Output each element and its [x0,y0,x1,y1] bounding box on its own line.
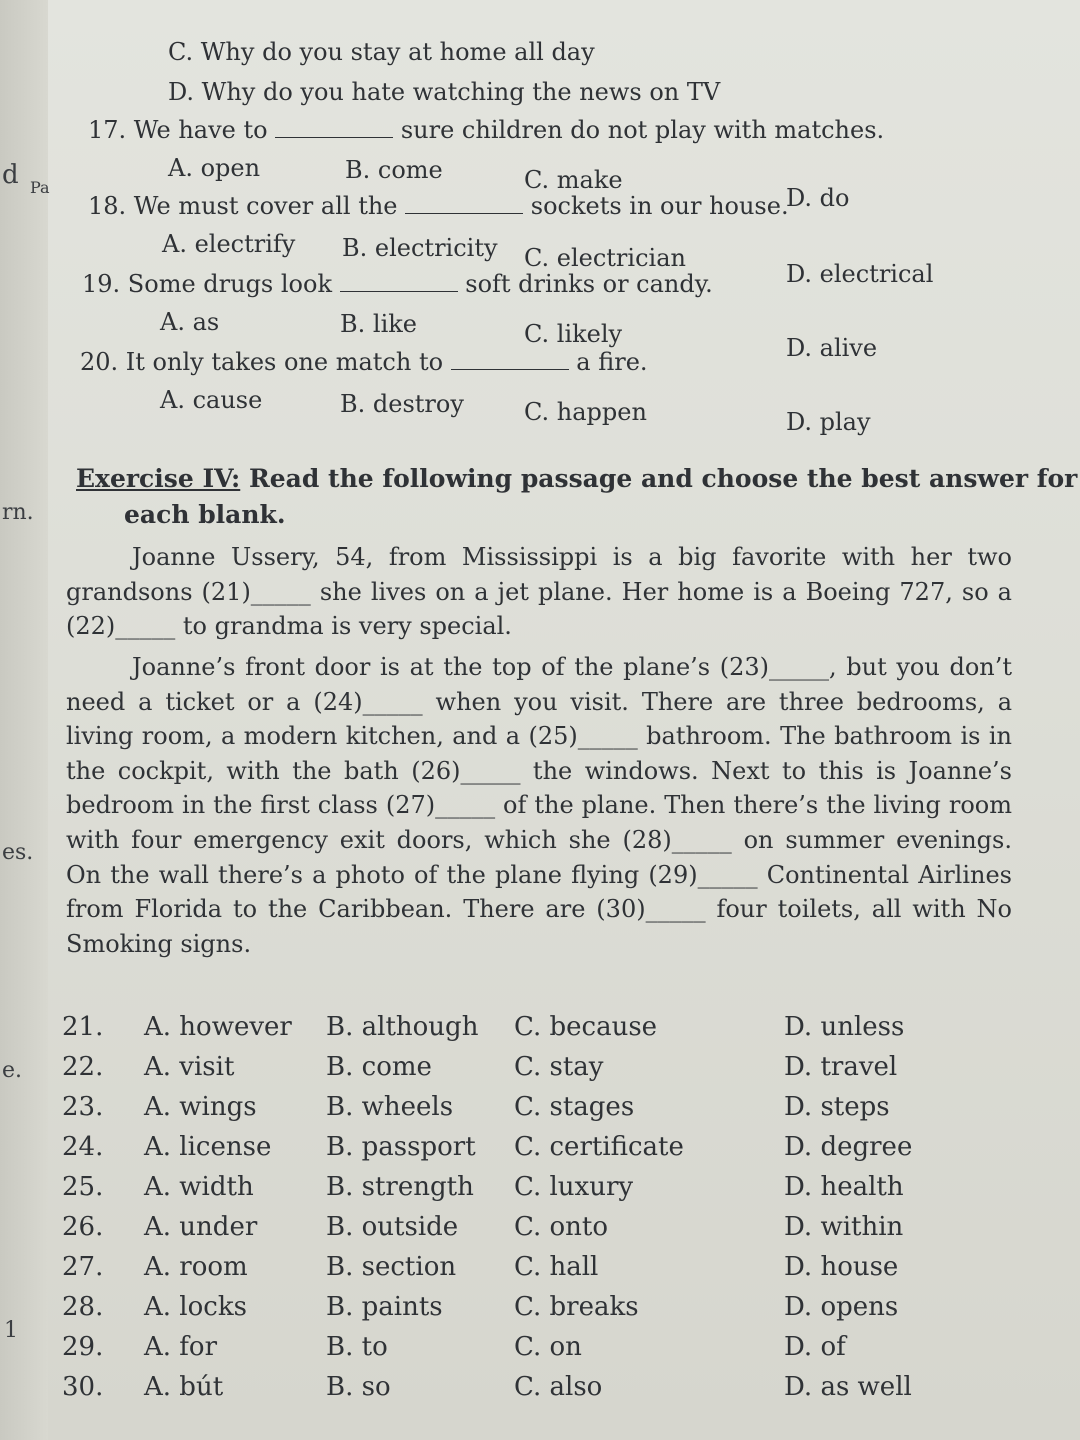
answer-row [62,1132,1022,1172]
answer-option-d: D. as well [784,1372,912,1402]
answer-option-a: A. under [144,1212,258,1242]
question-20 [80,350,648,374]
option-a: A. open [168,154,261,182]
answer-option-d: D. health [784,1172,904,1202]
answer-option-d: D. house [784,1252,899,1282]
question-19 [82,272,713,296]
passage-paragraph-1 [66,540,1012,644]
answer-option-d: D. unless [784,1012,905,1042]
answer-number: 30. [62,1372,104,1402]
answer-option-a: A. license [144,1132,272,1162]
option-c: C. likely [524,320,623,348]
option-d: D. alive [786,334,878,362]
answer-option-a: A. however [144,1012,292,1042]
option-c-line: C. Why do you stay at home all day [168,38,595,66]
exercise-instruction-cont: each blank. [124,500,286,529]
margin-fragment: e. [2,1058,23,1083]
question-stem: 19. Some drugs look [82,270,340,298]
answer-number: 24. [62,1132,104,1162]
question-stem: 18. We must cover all the [88,192,406,220]
answer-option-a: A. locks [144,1292,247,1322]
answer-number: 27. [62,1252,104,1282]
answer-number: 26. [62,1212,104,1242]
answer-option-c: C. certificate [514,1132,684,1162]
answer-option-d: D. travel [784,1052,898,1082]
question-stem: 17. We have to [88,116,276,144]
margin-fragment: es. [2,840,34,865]
answer-option-a: A. visit [144,1052,235,1082]
answer-option-b: B. wheels [326,1092,454,1122]
question-stem: soft drinks or candy. [457,270,713,298]
answer-option-d: D. of [784,1332,846,1362]
answer-row [62,1172,1022,1212]
exercise-heading [76,464,1077,493]
answer-number: 21. [62,1012,104,1042]
answer-option-b: B. to [326,1332,388,1362]
passage-paragraph-2 [66,650,1012,961]
option-a: A. as [160,308,220,336]
answer-option-d: D. within [784,1212,904,1242]
answer-row [62,1372,1022,1412]
option-b: B. come [345,156,443,184]
question-18 [88,194,789,218]
answer-option-d: D. steps [784,1092,890,1122]
answer-option-c: C. luxury [514,1172,634,1202]
answer-row [62,1332,1022,1372]
answer-row [62,1252,1022,1292]
answer-option-d: D. opens [784,1292,899,1322]
answer-number: 23. [62,1092,104,1122]
option-b: B. like [340,310,417,338]
answer-row [62,1292,1022,1332]
answer-number: 29. [62,1332,104,1362]
option-b: B. electricity [342,234,498,262]
answer-option-c: C. because [514,1012,658,1042]
answer-option-c: C. stages [514,1092,635,1122]
question-17 [88,118,884,142]
answer-option-a: A. width [144,1172,254,1202]
option-d-line: D. Why do you hate watching the news on TV [168,78,721,106]
question-stem: a fire. [568,348,648,376]
answer-row [62,1092,1022,1132]
passage-text: Joanne Ussery, 54, from Mississippi is a big favorite with her two grandsons (21)_____ she lives on a jet plane. Her home is a Boeing 727, so a (22)_____ to grandma is very special. [66,543,1012,641]
answer-option-a: A. room [144,1252,248,1282]
exercise-label: Exercise IV: [76,464,241,493]
exercise-instruction: Read the following passage and choose the best answer for [240,464,1078,493]
answer-option-a: A. wings [144,1092,257,1122]
answer-option-b: B. come [326,1052,432,1082]
answer-option-c: C. stay [514,1052,604,1082]
question-stem: 20. It only takes one match to [80,348,451,376]
margin-fragment: 1 [4,1318,18,1343]
answer-option-b: B. section [326,1252,457,1282]
answer-option-b: B. strength [326,1172,474,1202]
answer-option-a: A. for [144,1332,218,1362]
margin-fragment: Pa [30,178,50,197]
answer-option-b: B. passport [326,1132,476,1162]
option-c: C. make [524,166,623,194]
answer-option-c: C. also [514,1372,603,1402]
answer-option-d: D. degree [784,1132,913,1162]
margin-fragment: d [2,160,19,190]
option-b: B. destroy [340,390,464,418]
answer-option-c: C. hall [514,1252,599,1282]
answer-option-a: A. bút [144,1372,224,1402]
option-c: C. electrician [524,244,686,272]
answer-option-b: B. so [326,1372,391,1402]
answer-option-b: B. paints [326,1292,443,1322]
answer-number: 28. [62,1292,104,1322]
option-a: A. electrify [162,230,296,258]
option-c: C. happen [524,398,647,426]
answer-option-c: C. on [514,1332,582,1362]
answer-option-c: C. onto [514,1212,608,1242]
question-stem: sure children do not play with matches. [393,116,885,144]
answer-number: 25. [62,1172,104,1202]
answer-option-b: B. although [326,1012,479,1042]
answer-row [62,1012,1022,1052]
answer-number: 22. [62,1052,104,1082]
question-stem: sockets in our house. [523,192,789,220]
option-d: D. electrical [786,260,934,288]
option-a: A. cause [160,386,263,414]
answer-row [62,1212,1022,1252]
option-d: D. play [786,408,871,436]
answer-row [62,1052,1022,1092]
answer-option-b: B. outside [326,1212,459,1242]
margin-fragment: rn. [2,500,34,525]
answer-option-c: C. breaks [514,1292,639,1322]
passage-text: Joanne’s front door is at the top of the plane’s (23)_____, but you don’t need a ticket or a (24)_____ when you visit. There are three bedrooms, a living room, a modern kitchen, and a (25)_____ bathroom. The bathroom is in the cockpit, with the bath (26)_____ the windows. Next to this is Joanne’s bedroom in the first class (27)_____ of the plane. Then there’s the living room with four emergency exit doors, which she (28)_____ on summer evenings. On the wall there’s a photo of the plane flying (29)_____ Continental Airlines from Florida to the Caribbean. There are (30)_____ four toilets, all with No Smoking signs. [66,653,1012,958]
option-d: D. do [786,184,850,212]
page-binding-margin [0,0,48,1440]
